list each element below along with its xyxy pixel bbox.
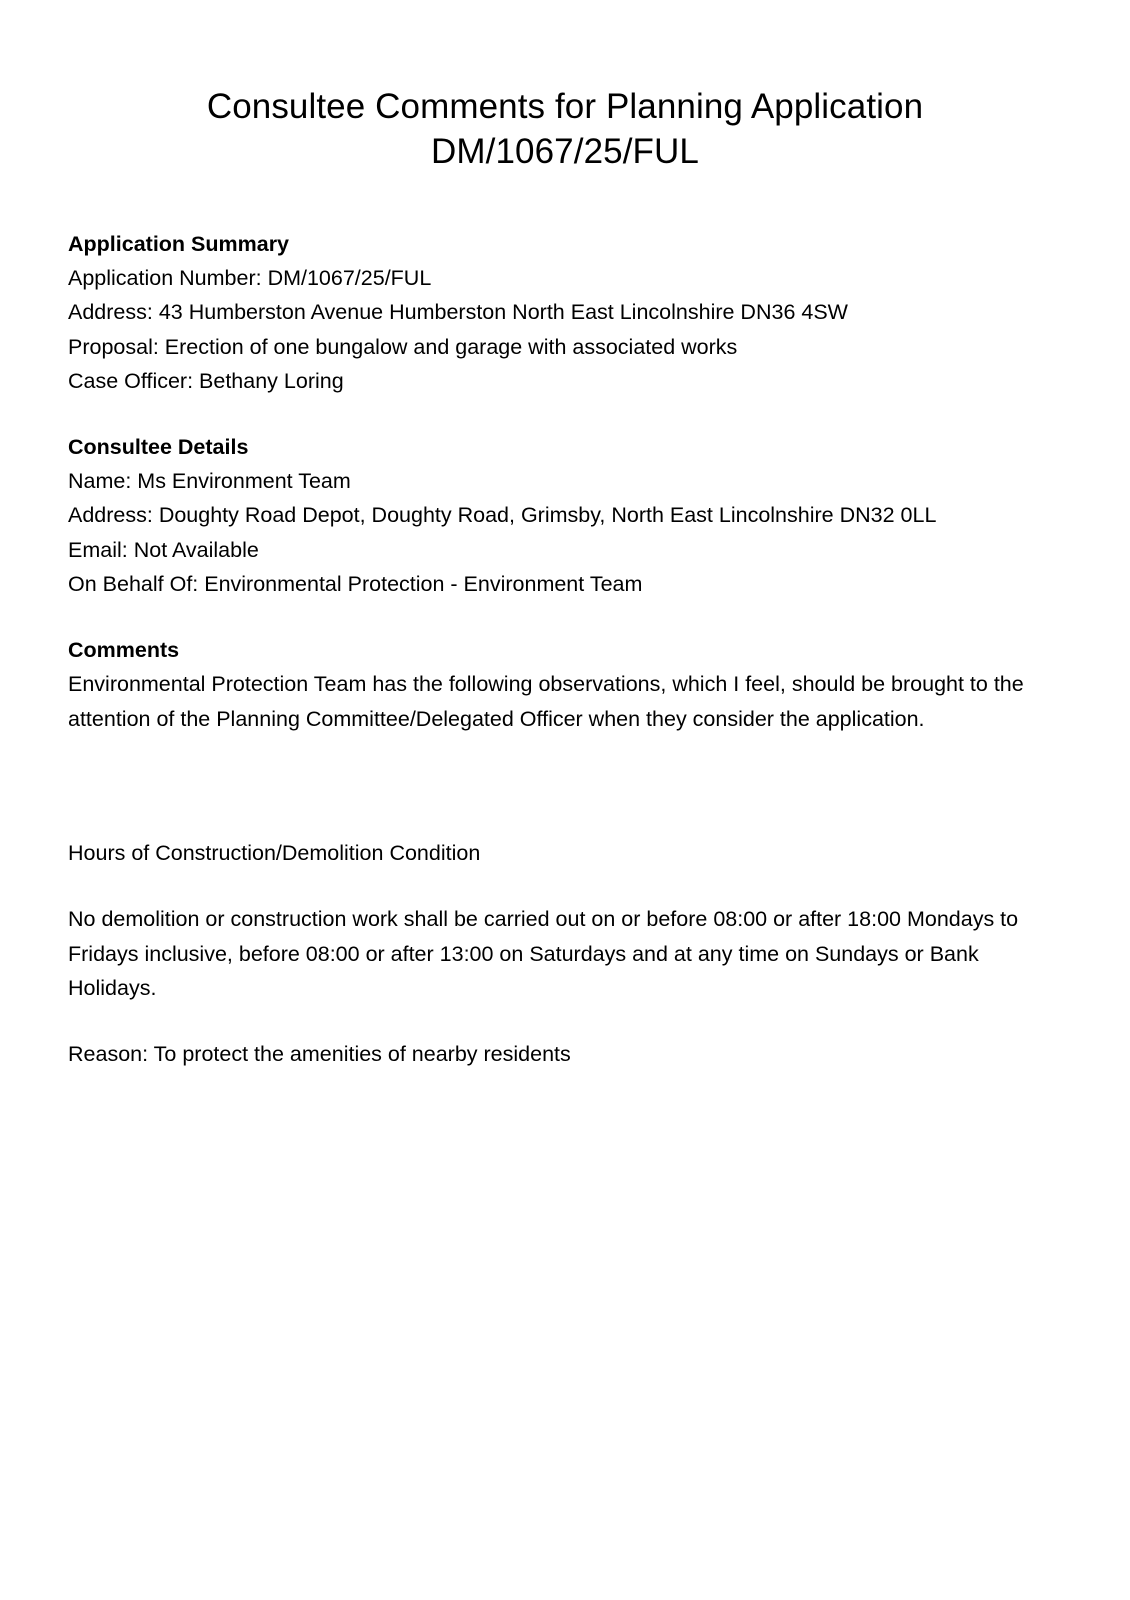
comments-heading: Comments <box>68 638 180 663</box>
page-title <box>68 84 1062 174</box>
consultee-details-heading: Consultee Details <box>68 435 249 460</box>
application-address: Address: 43 Humberston Avenue Humberston North East Lincolnshire DN36 4SW <box>68 300 848 325</box>
spacer <box>68 1005 1062 1037</box>
application-proposal: Proposal: Erection of one bungalow and garage with associated works <box>68 334 738 359</box>
consultee-email: Email: Not Available <box>68 537 259 562</box>
consultee-address: Address: Doughty Road Depot, Doughty Road, Grimsby, North East Lincolnshire DN32 0LL <box>68 503 937 528</box>
consultee-name: Name: Ms Environment Team <box>68 469 351 494</box>
spacer <box>68 736 1062 836</box>
consultee-on-behalf-of: On Behalf Of: Environmental Protection - Environment Team <box>68 572 643 597</box>
comments-section <box>68 633 1062 1071</box>
page-title-line-1: Consultee Comments for Planning Application <box>206 87 924 126</box>
case-officer: Case Officer: Bethany Loring <box>68 368 344 393</box>
condition-text: No demolition or construction work shall be carried out on or before 08:00 or after 18:00 Mondays to Fridays inclusive, before 08:00 or after 13:00 on Saturdays and at any time on Sundays or Bank Holidays. <box>68 907 1019 1000</box>
page-title-line-2: DM/1067/25/FUL <box>431 132 699 171</box>
application-summary-section <box>68 227 1062 398</box>
consultee-details-section <box>68 430 1062 601</box>
comments-intro: Environmental Protection Team has the following observations, which I feel, should be brought to the attention of the Planning Committee/Delegated Officer when they consider the application. <box>68 672 1024 731</box>
condition-title: Hours of Construction/Demolition Condition <box>68 840 481 865</box>
application-number: Application Number: DM/1067/25/FUL <box>68 266 432 290</box>
application-summary-heading: Application Summary <box>68 232 290 256</box>
spacer <box>68 870 1062 902</box>
condition-reason: Reason: To protect the amenities of nearby residents <box>68 1042 571 1067</box>
